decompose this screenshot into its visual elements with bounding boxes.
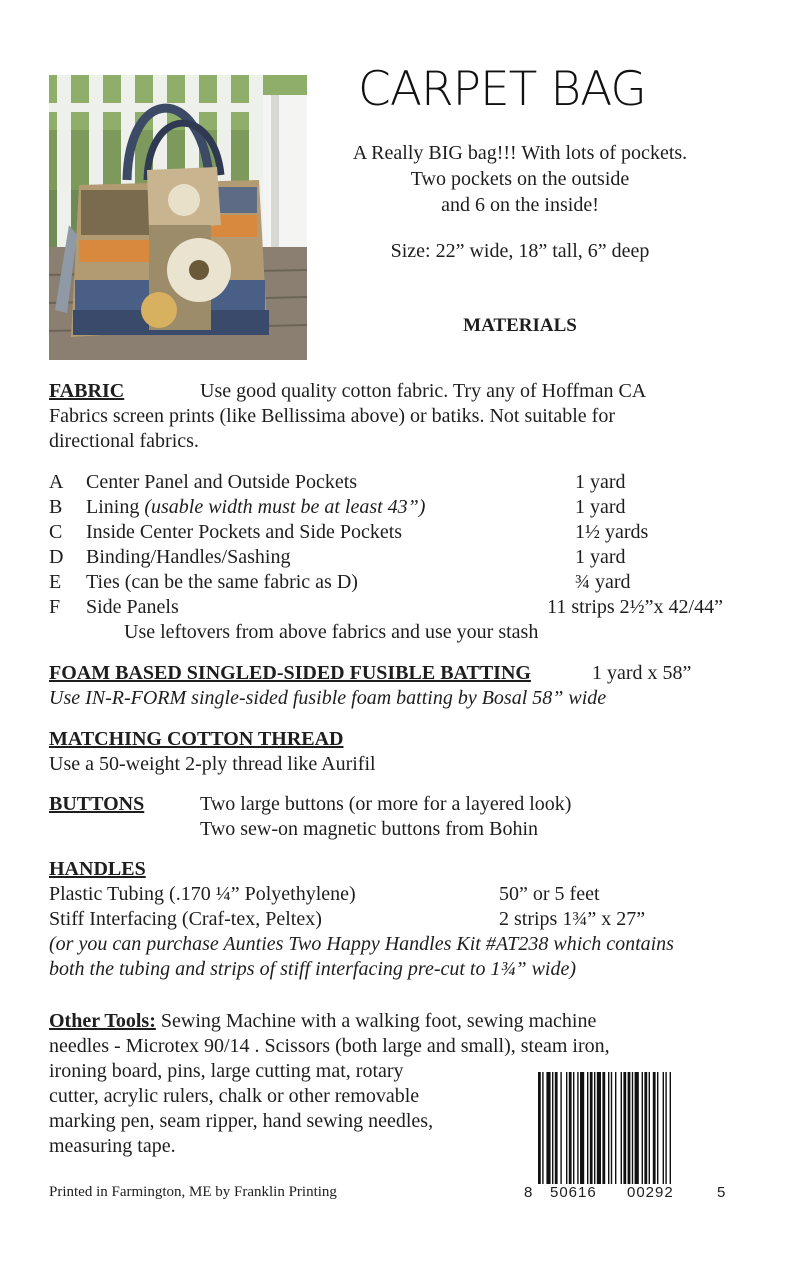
barcode-bar <box>597 1072 601 1184</box>
tools-line: ironing board, pins, large cutting mat, rotary <box>49 1060 404 1082</box>
barcode-bar <box>542 1072 543 1184</box>
intro-line: A Really BIG bag!!! With lots of pockets. <box>352 142 688 164</box>
foam-heading: FOAM BASED SINGLED-SIDED FUSIBLE BATTING <box>49 662 531 684</box>
fabric-item-row <box>49 545 749 570</box>
fabric-leftovers: Use leftovers from above fabrics and use your stash <box>124 621 539 643</box>
fabric-item-letter: B <box>49 496 63 518</box>
fabric-item-note: (usable width must be at least 43”) <box>144 496 426 518</box>
fabric-item-qty: 1 yard <box>575 496 626 518</box>
barcode-bar <box>587 1072 588 1184</box>
barcode-bar <box>573 1072 574 1184</box>
fabric-item-qty: ¾ yard <box>575 571 631 593</box>
barcode-bar <box>546 1072 550 1184</box>
tools-line: marking pen, seam ripper, hand sewing needles, <box>49 1110 434 1132</box>
tools-line <box>49 1009 596 1034</box>
barcode-bar <box>552 1072 553 1184</box>
handles-note: (or you can purchase Aunties Two Happy Handles Kit #AT238 which contains <box>49 933 674 955</box>
buttons-heading: BUTTONS <box>49 793 145 815</box>
fabric-item-qty: 1½ yards <box>575 521 649 543</box>
handles-qty: 50” or 5 feet <box>499 883 600 905</box>
fabric-item-qty: 11 strips 2½”x 42/44” <box>547 596 723 618</box>
barcode-digit-check: 5 <box>717 1184 727 1201</box>
barcode-bar <box>665 1072 666 1184</box>
fabric-item-desc: Inside Center Pockets and Side Pockets <box>86 521 403 543</box>
footer-printer: Printed in Farmington, ME by Franklin Printing <box>49 1184 337 1200</box>
barcode-digits-group1: 50616 <box>550 1184 597 1201</box>
barcode-bar <box>611 1072 612 1184</box>
fabric-item-letter: C <box>49 521 63 543</box>
carpet-bag-image <box>49 75 307 360</box>
barcode-bars <box>524 1066 727 1184</box>
barcode-bar <box>594 1072 595 1184</box>
fabric-item-qty: 1 yard <box>575 546 626 568</box>
barcode-bar <box>538 1072 541 1184</box>
fabric-text-line: Use good quality cotton fabric. Try any of Hoffman CA <box>200 380 647 402</box>
thread-text: Use a 50-weight 2-ply thread like Aurifil <box>49 753 376 775</box>
barcode-bar <box>642 1072 643 1184</box>
barcode-bar <box>632 1072 633 1184</box>
fabric-item-letter: E <box>49 571 62 593</box>
barcode-bar <box>580 1072 584 1184</box>
tools-line-text: Sewing Machine with a walking foot, sewing machine <box>160 1010 597 1032</box>
barcode-bar <box>590 1072 593 1184</box>
fabric-item-letter: A <box>49 471 64 493</box>
fabric-item-desc: Binding/Handles/Sashing <box>86 546 291 568</box>
barcode-digits <box>524 1184 727 1206</box>
barcode-bar <box>663 1072 664 1184</box>
tools-line: needles - Microtex 90/14 . Scissors (both large and small), steam iron, <box>49 1035 610 1057</box>
foam-qty: 1 yard x 58” <box>592 662 692 684</box>
buttons-line: Two large buttons (or more for a layered look) <box>200 793 572 815</box>
intro-line: Two pockets on the outside <box>410 168 630 190</box>
barcode-bar <box>644 1072 647 1184</box>
barcode-digits-group2: 00292 <box>627 1184 674 1201</box>
fabric-item-letter: D <box>49 546 64 568</box>
barcode-bar <box>615 1072 616 1184</box>
fabric-item-desc <box>86 495 425 520</box>
fabric-item-row <box>49 520 749 545</box>
handles-note: both the tubing and strips of stiff interfacing pre-cut to 1¾” wide) <box>49 958 577 980</box>
fabric-item-desc-text: Lining <box>86 496 140 518</box>
fabric-item-row <box>49 595 749 620</box>
product-photo <box>49 75 307 360</box>
intro-line: and 6 on the inside! <box>441 194 599 216</box>
fabric-item-desc: Center Panel and Outside Pockets <box>86 471 358 493</box>
barcode-bar <box>628 1072 631 1184</box>
fabric-text-line: directional fabrics. <box>49 430 199 452</box>
page-title: CARPET BAG <box>358 62 646 117</box>
fabric-item-row <box>49 570 749 595</box>
barcode-bar <box>608 1072 609 1184</box>
tools-heading: Other Tools: <box>49 1010 156 1032</box>
barcode <box>524 1066 727 1206</box>
handles-item: Plastic Tubing (.170 ¼” Polyethylene) <box>49 883 356 905</box>
barcode-bar <box>566 1072 567 1184</box>
fabric-text-line: Fabrics screen prints (like Bellissima above) or batiks. Not suitable for <box>49 405 615 427</box>
barcode-bar <box>621 1072 622 1184</box>
barcode-bar <box>555 1072 558 1184</box>
buttons-line: Two sew-on magnetic buttons from Bohin <box>200 818 538 840</box>
barcode-bar <box>635 1072 639 1184</box>
barcode-bar <box>653 1072 656 1184</box>
fabric-heading-underlined: FABRIC <box>49 380 125 402</box>
barcode-digit-lead: 8 <box>524 1184 534 1201</box>
fabric-item-row <box>49 495 749 520</box>
tools-line: measuring tape. <box>49 1135 176 1157</box>
fabric-item-letter: F <box>49 596 61 618</box>
fabric-item-desc: Ties (can be the same fabric as D) <box>86 571 358 593</box>
barcode-bar <box>657 1072 658 1184</box>
fabric-item-row <box>49 470 749 495</box>
fabric-item-qty: 1 yard <box>575 471 626 493</box>
fabric-item-desc: Side Panels <box>86 596 179 618</box>
handles-heading: HANDLES <box>49 858 146 880</box>
handles-qty: 2 strips 1¾” x 27” <box>499 908 646 930</box>
barcode-bar <box>670 1072 671 1184</box>
barcode-bar <box>569 1072 572 1184</box>
size-text: Size: 22” wide, 18” tall, 6” deep <box>390 240 650 262</box>
barcode-bar <box>577 1072 578 1184</box>
intro-text <box>330 140 710 218</box>
barcode-bar <box>623 1072 626 1184</box>
handles-item: Stiff Interfacing (Craf-tex, Peltex) <box>49 908 322 930</box>
tools-line: cutter, acrylic rulers, chalk or other removable <box>49 1085 420 1107</box>
barcode-bar <box>649 1072 650 1184</box>
barcode-bar <box>560 1072 561 1184</box>
barcode-bar <box>602 1072 605 1184</box>
materials-heading: MATERIALS <box>463 315 577 336</box>
foam-note: Use IN-R-FORM single-sided fusible foam batting by Bosal 58” wide <box>49 687 607 709</box>
thread-heading: MATCHING COTTON THREAD <box>49 728 344 750</box>
